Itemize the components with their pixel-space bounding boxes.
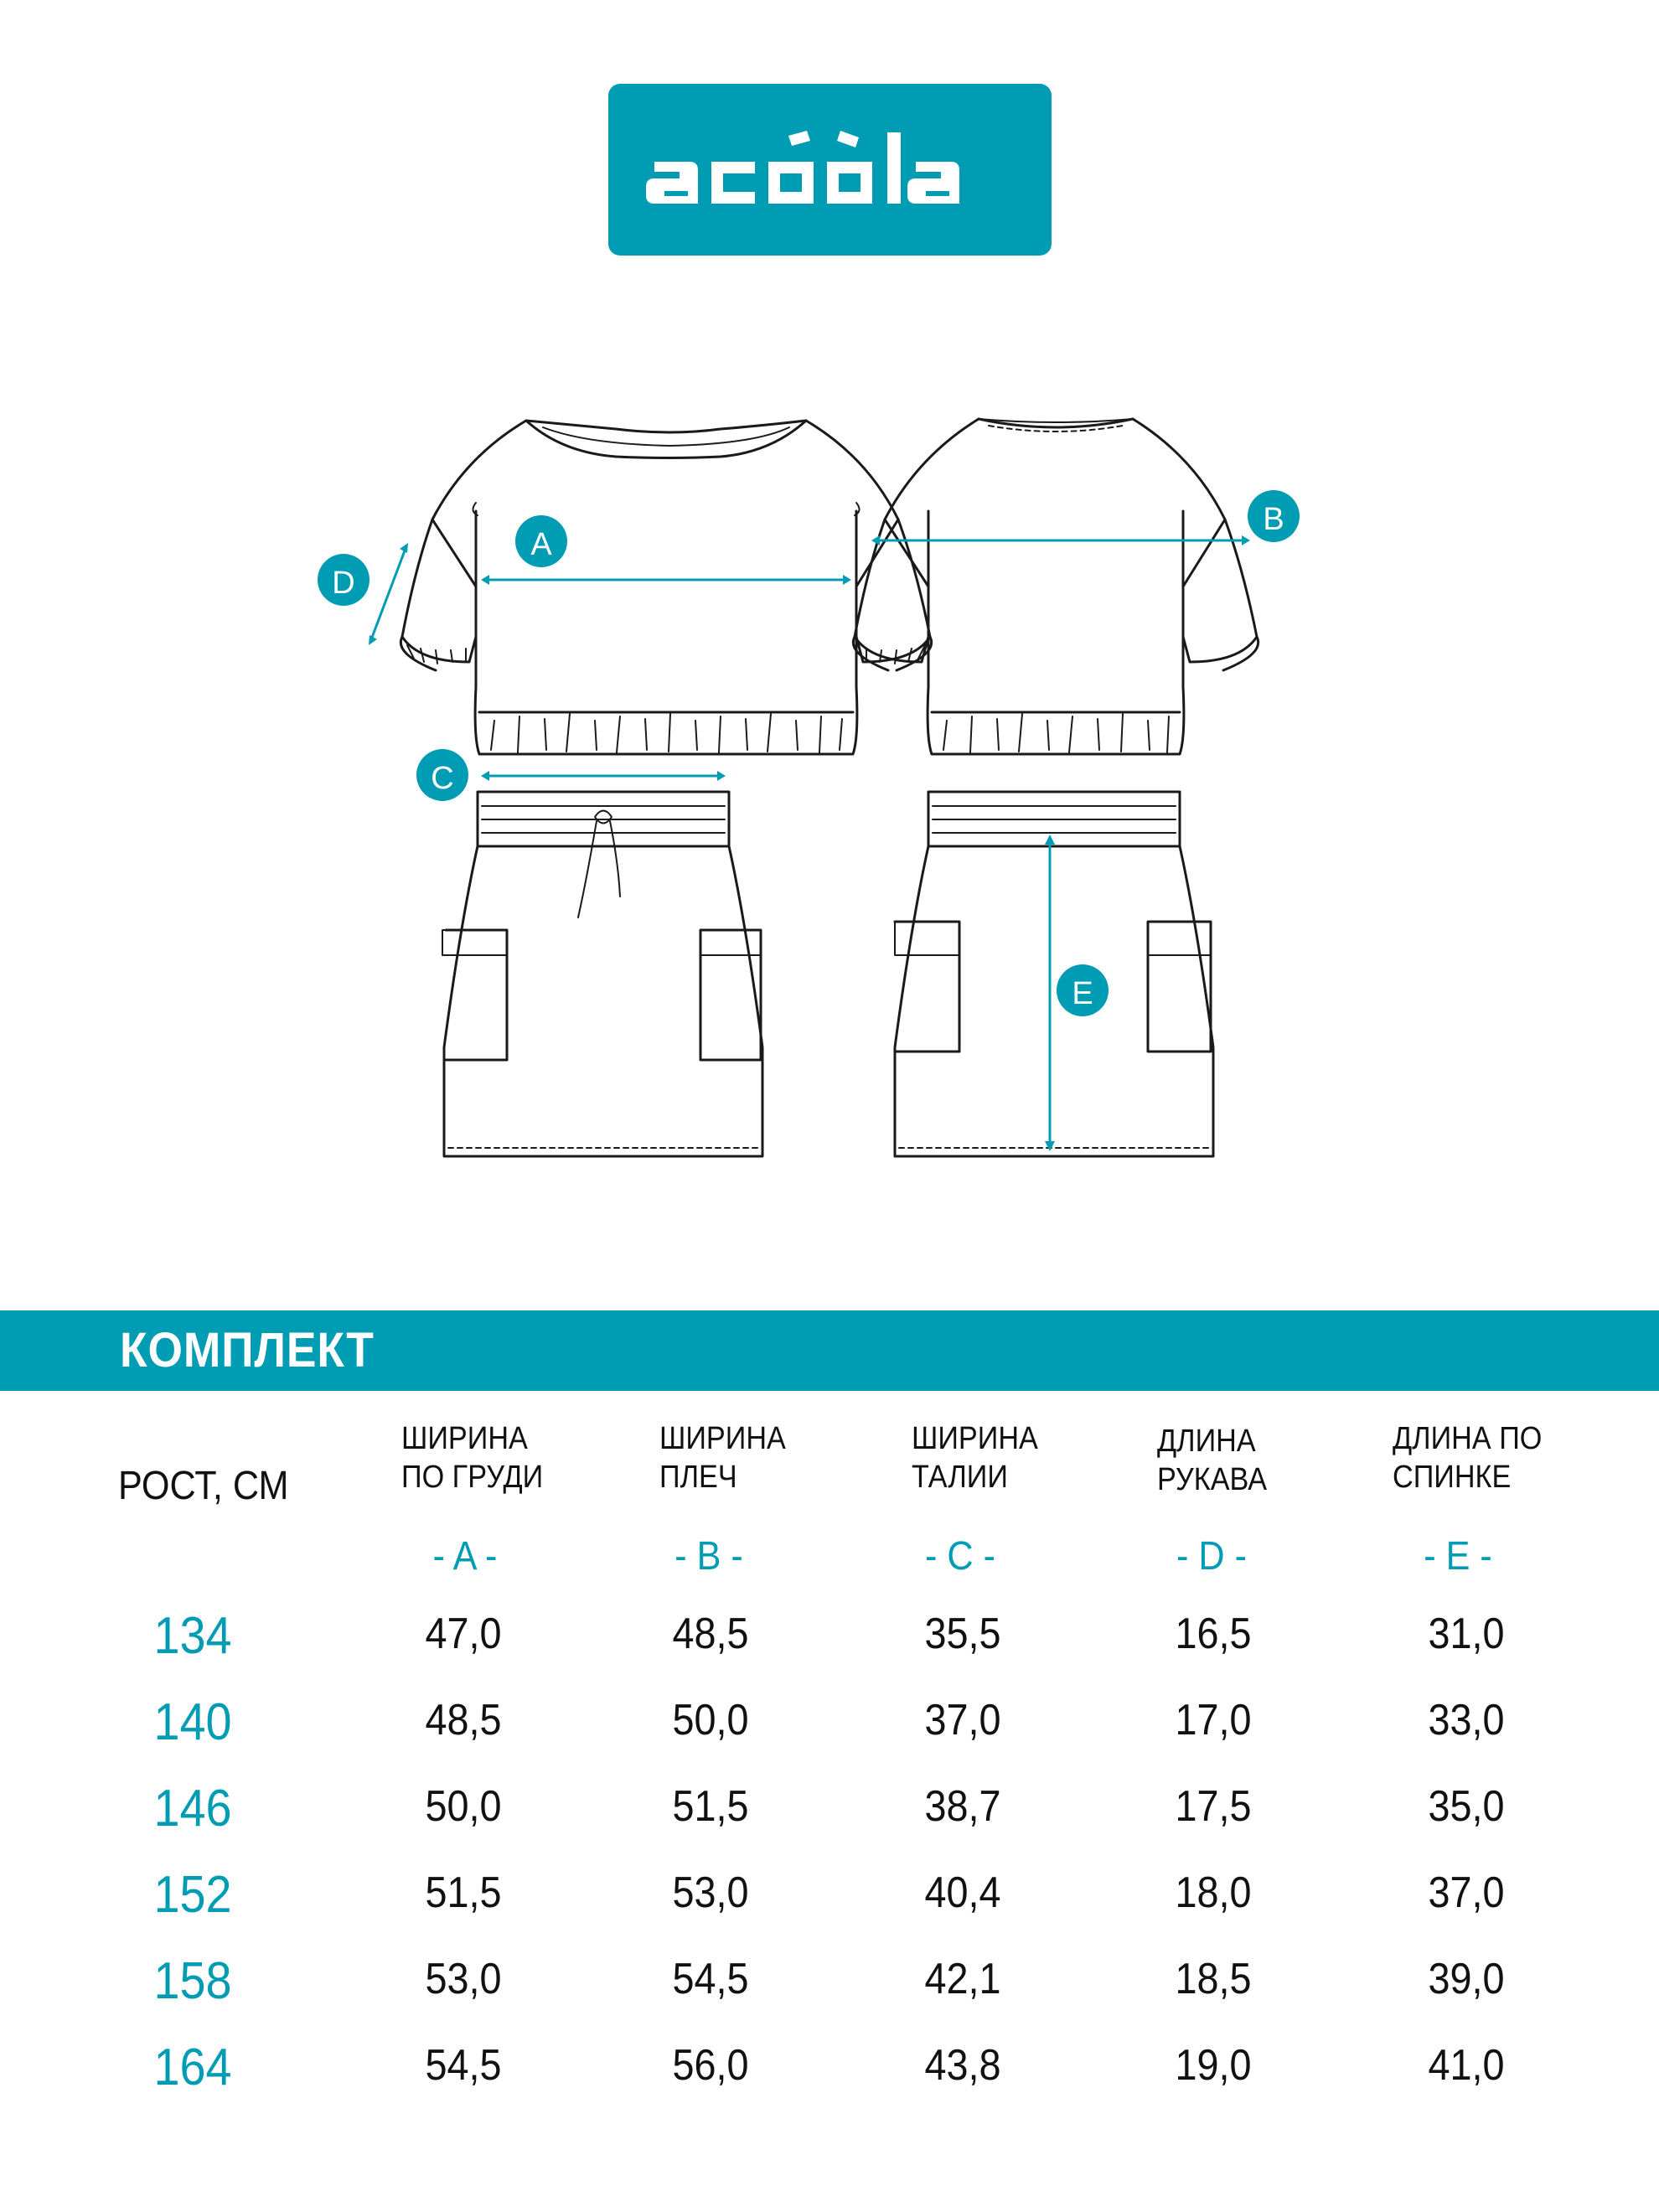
value-cell: 48,5 xyxy=(425,1696,502,1744)
top-front-sketch xyxy=(401,421,931,754)
value-cell: 37,0 xyxy=(924,1696,1001,1744)
value-cell: 50,0 xyxy=(425,1782,502,1831)
height-cell: 134 xyxy=(153,1607,232,1665)
value-cell: 31,0 xyxy=(1428,1610,1505,1658)
svg-text:E: E xyxy=(1072,976,1093,1011)
col-header-shoulder-width: ШИРИНА ПЛЕЧ xyxy=(659,1421,786,1495)
value-cell: 16,5 xyxy=(1175,1610,1252,1658)
svg-text:C: C xyxy=(431,761,454,796)
value-cell: 54,5 xyxy=(672,1955,749,2003)
height-cell: 152 xyxy=(153,1866,232,1924)
value-cell: 48,5 xyxy=(672,1610,749,1658)
value-cell: 54,5 xyxy=(425,2041,502,2090)
value-cell: 19,0 xyxy=(1175,2041,1252,2090)
svg-text:D: D xyxy=(332,566,355,601)
height-cell: 158 xyxy=(153,1952,232,2010)
value-cell: 37,0 xyxy=(1428,1868,1505,1917)
value-cell: 40,4 xyxy=(924,1868,1001,1917)
value-cell: 53,0 xyxy=(672,1868,749,1917)
col-header-back-length: ДЛИНА ПО СПИНКЕ xyxy=(1393,1421,1543,1495)
col-header-chest-width: ШИРИНА ПО ГРУДИ xyxy=(401,1421,544,1495)
marker-d xyxy=(318,554,370,606)
skirt-front-sketch xyxy=(442,792,762,1156)
skirt-back-sketch xyxy=(895,792,1213,1156)
value-cell: 50,0 xyxy=(672,1696,749,1744)
section-title: КОМПЛЕКТ xyxy=(120,1323,375,1377)
svg-text:B: B xyxy=(1263,502,1284,537)
svg-text:A: A xyxy=(530,527,552,562)
value-cell: 35,0 xyxy=(1428,1782,1505,1831)
value-cell: 51,5 xyxy=(425,1868,502,1917)
height-cell: 146 xyxy=(153,1780,232,1837)
value-cell: 39,0 xyxy=(1428,1955,1505,2003)
marker-c xyxy=(416,749,468,801)
marker-a xyxy=(515,515,567,567)
col-header-sleeve-length: ДЛИНА РУКАВА xyxy=(1157,1424,1268,1497)
col-letter-d: - D - xyxy=(1176,1534,1247,1579)
value-cell: 18,0 xyxy=(1175,1868,1252,1917)
col-letter-c: - C - xyxy=(925,1534,995,1579)
height-cell: 164 xyxy=(153,2039,232,2096)
value-cell: 43,8 xyxy=(924,2041,1001,2090)
value-cell: 17,5 xyxy=(1175,1782,1252,1831)
value-cell: 33,0 xyxy=(1428,1696,1505,1744)
value-cell: 41,0 xyxy=(1428,2041,1505,2090)
col-header-waist-width: ШИРИНА ТАЛИИ xyxy=(912,1421,1038,1495)
col-letter-e: - E - xyxy=(1424,1534,1492,1579)
value-cell: 51,5 xyxy=(672,1782,749,1831)
height-cell: 140 xyxy=(153,1693,232,1751)
value-cell: 42,1 xyxy=(924,1955,1001,2003)
value-cell: 56,0 xyxy=(672,2041,749,2090)
value-cell: 47,0 xyxy=(425,1610,502,1658)
col-letter-a: - A - xyxy=(432,1534,498,1579)
marker-b xyxy=(1248,490,1300,542)
measure-line-d xyxy=(370,546,406,642)
value-cell: 53,0 xyxy=(425,1955,502,2003)
value-cell: 17,0 xyxy=(1175,1696,1252,1744)
row-header: РОСТ, СМ xyxy=(118,1464,289,1508)
value-cell: 18,5 xyxy=(1175,1955,1252,2003)
marker-e xyxy=(1057,964,1109,1016)
value-cell: 35,5 xyxy=(924,1610,1001,1658)
col-letter-b: - B - xyxy=(674,1534,743,1579)
value-cell: 38,7 xyxy=(924,1782,1001,1831)
top-back-sketch xyxy=(853,419,1258,754)
